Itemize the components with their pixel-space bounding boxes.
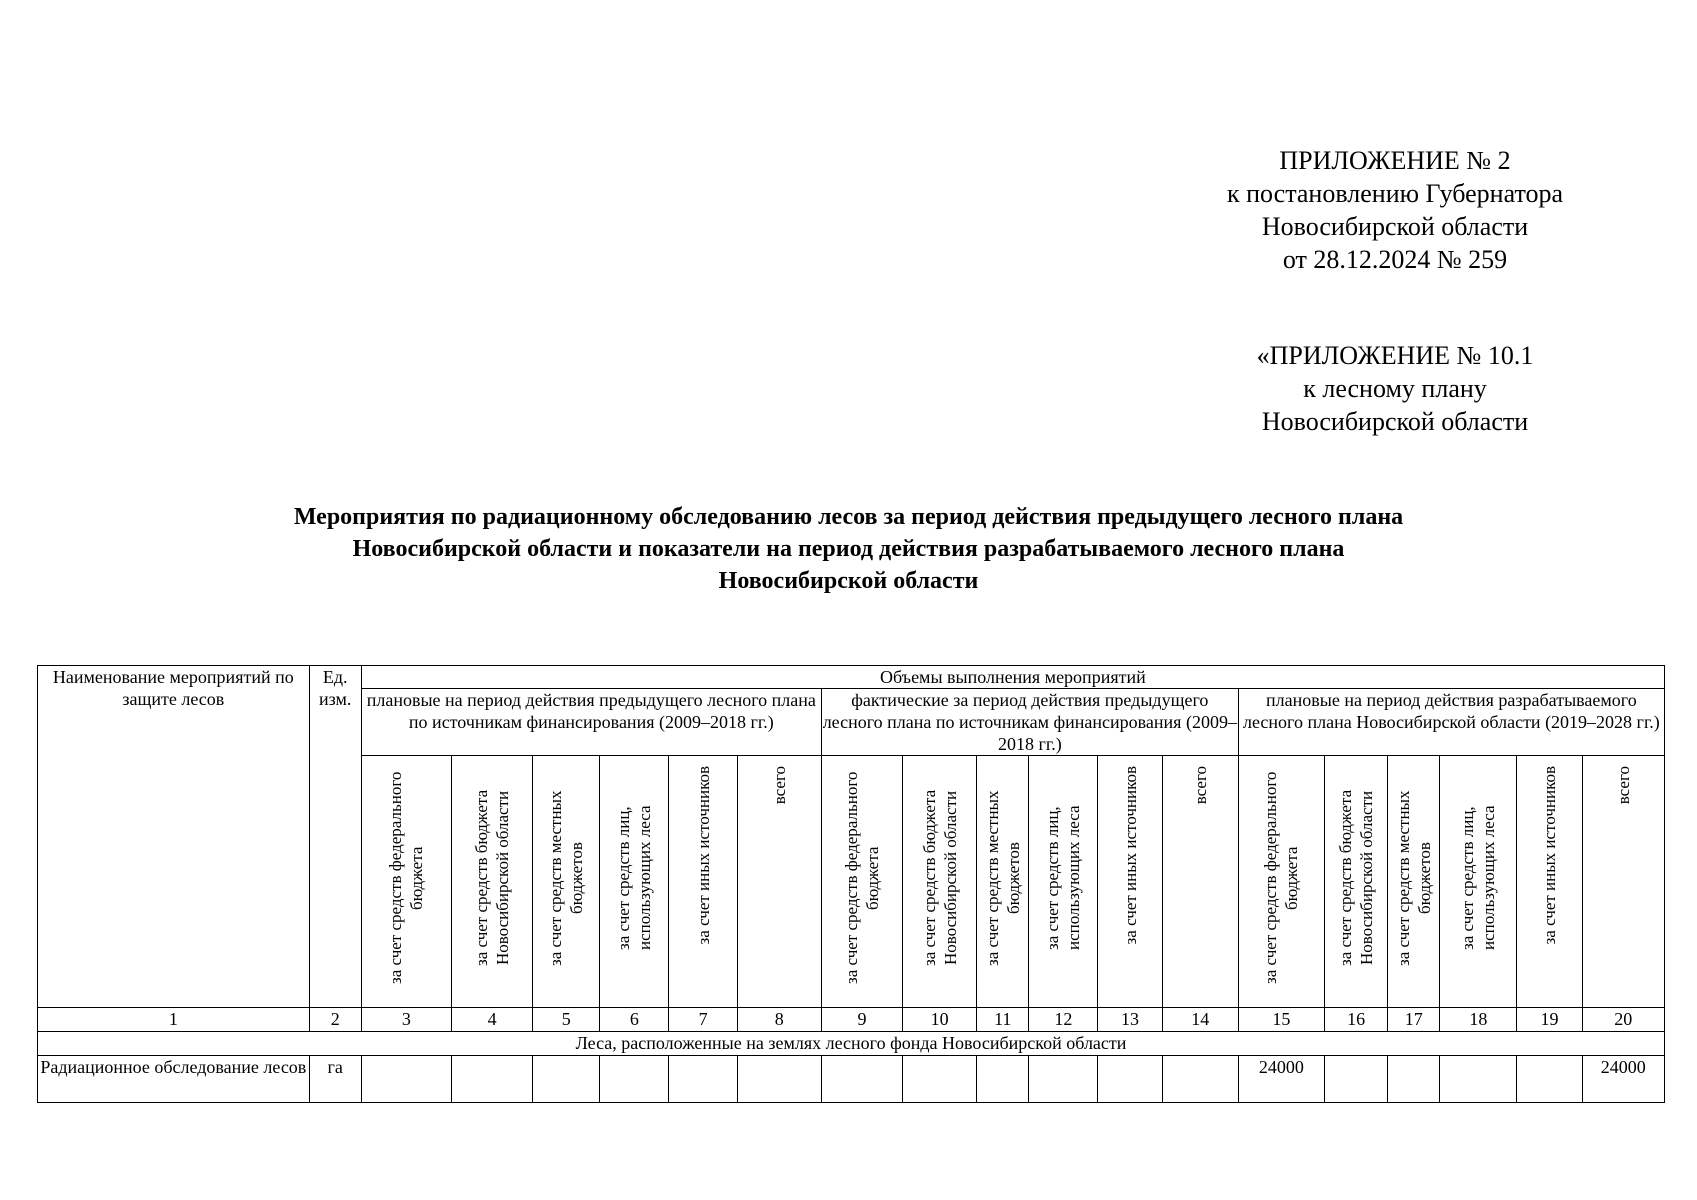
measures-table: [37, 665, 1665, 1103]
column-number: 2: [309, 1008, 361, 1032]
column-number: 9: [821, 1008, 902, 1032]
table-cell: [451, 1056, 532, 1103]
subheader-local: за счет средств местных бюджетов: [977, 756, 1029, 1008]
table-cell: [1388, 1056, 1440, 1103]
table-cell: [1029, 1056, 1098, 1103]
header-group-planned-prev: плановые на период действия предыдущего лесного плана по источникам финансирования (2009–2018 гг.): [361, 689, 821, 756]
column-number: 10: [903, 1008, 977, 1032]
sub-appendix-line: «ПРИЛОЖЕНИЕ № 10.1: [1256, 341, 1534, 370]
subheader-federal: за счет средств федерального бюджета: [361, 756, 451, 1008]
table-cell: [1325, 1056, 1388, 1103]
column-number: 5: [533, 1008, 600, 1032]
subheader-other: за счет иных источников: [1517, 756, 1582, 1008]
table-cell: [821, 1056, 902, 1103]
table-cell: [669, 1056, 737, 1103]
subheader-total: всего: [737, 756, 821, 1008]
column-number: 19: [1517, 1008, 1582, 1032]
column-number: 1: [38, 1008, 310, 1032]
subheader-regional: за счет средств бюджета Новосибирской области: [451, 756, 532, 1008]
table-cell: [1440, 1056, 1517, 1103]
sub-appendix-line: к лесному плану: [1303, 374, 1487, 403]
table-row: [38, 1056, 1665, 1103]
subheader-forest-users: за счет средств лиц, использующих леса: [1029, 756, 1098, 1008]
header-group-planned-new: плановые на период действия разрабатываемого лесного плана Новосибирской области (2019–2028 гг.): [1238, 689, 1664, 756]
table-cell: 24000: [1238, 1056, 1324, 1103]
subheader-federal: за счет средств федерального бюджета: [821, 756, 902, 1008]
header-activity-name: Наименование мероприятий по защите лесов: [38, 666, 310, 1008]
column-number: 15: [1238, 1008, 1324, 1032]
table-cell: [977, 1056, 1029, 1103]
subheader-other: за счет иных источников: [669, 756, 737, 1008]
column-number: 20: [1582, 1008, 1664, 1032]
subheader-local: за счет средств местных бюджетов: [533, 756, 600, 1008]
subheader-forest-users: за счет средств лиц, использующих леса: [600, 756, 669, 1008]
row-activity-name: Радиационное обследование лесов: [38, 1056, 310, 1103]
table-cell: [361, 1056, 451, 1103]
column-number: 16: [1325, 1008, 1388, 1032]
table-cell: [1162, 1056, 1238, 1103]
section-row: Леса, расположенные на землях лесного фонда Новосибирской области: [38, 1032, 1665, 1056]
subheader-total: всего: [1162, 756, 1238, 1008]
column-number: 4: [451, 1008, 532, 1032]
appendix-line: к постановлению Губернатора: [1226, 179, 1564, 208]
subheader-federal: за счет средств федерального бюджета: [1238, 756, 1324, 1008]
column-number: 13: [1098, 1008, 1162, 1032]
header-unit: Ед. изм.: [309, 666, 361, 1008]
column-number: 6: [600, 1008, 669, 1032]
row-unit: га: [309, 1056, 361, 1103]
header-group-actual-prev: фактические за период действия предыдущего лесного плана по источникам финансирования (2009–2018 гг.): [822, 690, 1237, 754]
column-number: 3: [361, 1008, 451, 1032]
table-cell: [1098, 1056, 1162, 1103]
column-number: 11: [977, 1008, 1029, 1032]
sub-appendix-header: [1175, 339, 1615, 438]
subheader-other: за счет иных источников: [1098, 756, 1162, 1008]
appendix-line: от 28.12.2024 № 259: [1282, 245, 1508, 274]
title-line: Новосибирской области: [718, 568, 979, 594]
column-number: 8: [737, 1008, 821, 1032]
header-volumes: Объемы выполнения мероприятий: [361, 666, 1664, 689]
subheader-forest-users: за счет средств лиц, использующих леса: [1440, 756, 1517, 1008]
subheader-local: за счет средств местных бюджетов: [1388, 756, 1440, 1008]
appendix-line: Новосибирской области: [1261, 212, 1529, 241]
column-number: 14: [1162, 1008, 1238, 1032]
subheader-regional: за счет средств бюджета Новосибирской области: [1325, 756, 1388, 1008]
column-number: 18: [1440, 1008, 1517, 1032]
table-cell: [600, 1056, 669, 1103]
subheader-total: всего: [1582, 756, 1664, 1008]
document-title: [100, 501, 1597, 597]
title-line: Мероприятия по радиационному обследованию лесов за период действия предыдущего лесного плана: [293, 504, 1404, 530]
table-cell: 24000: [1582, 1056, 1664, 1103]
subheader-regional: за счет средств бюджета Новосибирской области: [903, 756, 977, 1008]
sub-appendix-line: Новосибирской области: [1261, 407, 1529, 436]
table-cell: [903, 1056, 977, 1103]
column-number: 17: [1388, 1008, 1440, 1032]
table-cell: [533, 1056, 600, 1103]
table-cell: [737, 1056, 821, 1103]
column-number: 7: [669, 1008, 737, 1032]
appendix-line: ПРИЛОЖЕНИЕ № 2: [1279, 146, 1511, 175]
column-number: 12: [1029, 1008, 1098, 1032]
table-cell: [1517, 1056, 1582, 1103]
title-line: Новосибирской области и показатели на период действия разрабатываемого лесного плана: [352, 536, 1345, 562]
appendix-header: [1175, 144, 1615, 276]
